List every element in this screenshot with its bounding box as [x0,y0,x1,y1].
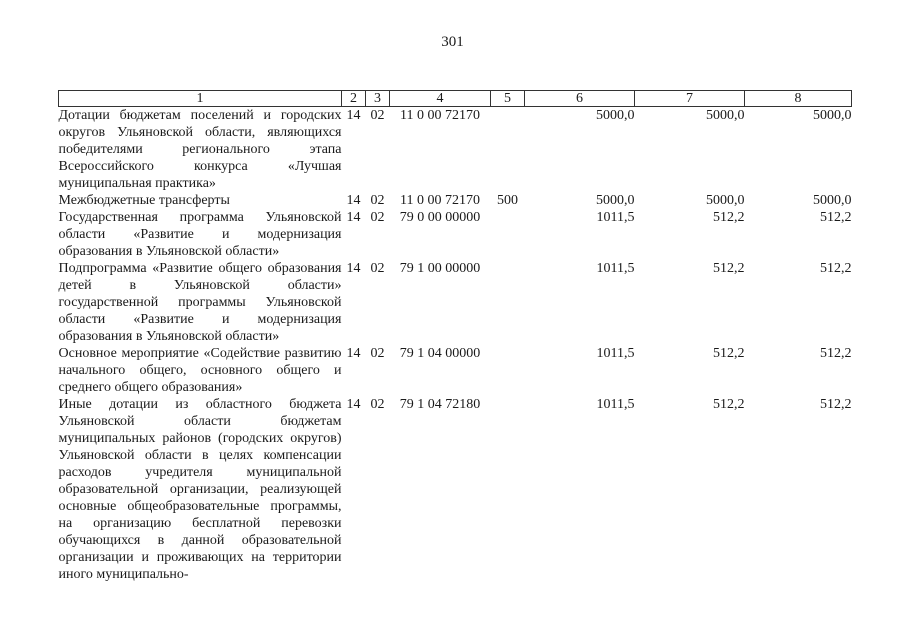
table-header-row [59,91,852,107]
row-value-6: 5000,0 [596,193,635,208]
row-value-6: 1011,5 [596,210,635,225]
row-value-6: 5000,0 [596,108,635,123]
row-value-7: 512,2 [713,210,745,225]
row-section: 14 [346,108,361,123]
column-header-2: 2 [342,91,366,107]
row-expense-type [491,209,525,260]
table-row [59,192,852,209]
column-header-4: 4 [390,91,491,107]
row-value-7: 512,2 [713,261,745,276]
row-subsection: 02 [370,193,385,208]
table-row [59,209,852,260]
row-target-code: 11 0 00 72170 [400,193,480,208]
column-header-3: 3 [366,91,390,107]
page-number: 301 [441,34,464,50]
row-expense-type [491,396,525,583]
row-value-7: 5000,0 [706,193,745,208]
row-subsection: 02 [370,397,385,412]
row-name: Основное мероприятие «Содействие развитию начального общего, основного общего и среднего общего образования» [58,346,342,395]
row-value-7: 512,2 [713,346,745,361]
row-target-code: 11 0 00 72170 [400,108,480,123]
row-expense-type [491,107,525,193]
row-name: Подпрограмма «Развитие общего образования детей в Ульяновской области» государственной программы Ульяновской области «Развитие и модернизация образования в Ульяновской области» [58,261,342,344]
row-value-6: 1011,5 [596,346,635,361]
column-header-5: 5 [491,91,525,107]
row-subsection: 02 [370,210,385,225]
row-section: 14 [346,346,361,361]
row-expense-type [491,345,525,396]
row-value-6: 1011,5 [596,261,635,276]
row-value-8: 512,2 [820,261,852,276]
row-value-8: 5000,0 [813,193,852,208]
row-section: 14 [346,397,361,412]
row-subsection: 02 [370,261,385,276]
table-row [59,345,852,396]
row-expense-type [491,260,525,345]
row-name: Государственная программа Ульяновской области «Развитие и модернизация образования в Ульяновской области» [58,210,342,259]
row-target-code: 79 1 04 72180 [399,397,481,412]
row-expense-type: 500 [497,193,518,208]
budget-table [58,90,852,583]
row-section: 14 [346,210,361,225]
column-header-1: 1 [59,91,342,107]
row-section: 14 [346,261,361,276]
row-subsection: 02 [370,108,385,123]
row-section: 14 [346,193,361,208]
row-target-code: 79 1 04 00000 [399,346,481,361]
row-value-8: 512,2 [820,210,852,225]
row-name: Межбюджетные трансферты [58,193,230,208]
row-value-6: 1011,5 [596,397,635,412]
column-header-7: 7 [635,91,745,107]
row-target-code: 79 1 00 00000 [399,261,481,276]
row-value-7: 512,2 [713,397,745,412]
row-name: Дотации бюджетам поселений и городских округов Ульяновской области, являющихся победителями регионального этапа Всероссийского конкурса «Лучшая муниципальная практика» [58,108,342,191]
column-header-8: 8 [745,91,852,107]
row-value-7: 5000,0 [706,108,745,123]
row-target-code: 79 0 00 00000 [399,210,481,225]
row-value-8: 512,2 [820,397,852,412]
table-row [59,396,852,583]
column-header-6: 6 [525,91,635,107]
row-value-8: 5000,0 [813,108,852,123]
row-value-8: 512,2 [820,346,852,361]
row-name: Иные дотации из областного бюджета Ульяновской области бюджетам муниципальных районов (городских округов) Ульяновской области в целях компенсации расходов учредителя муниципальной образовательной организации, реализующей основные общеобразовательные программы, на организацию бесплатной перевозки обучающихся в данной образовательной организации и проживающих на территории иного муниципально- [58,397,342,582]
row-subsection: 02 [370,346,385,361]
table-row [59,107,852,193]
table-row [59,260,852,345]
